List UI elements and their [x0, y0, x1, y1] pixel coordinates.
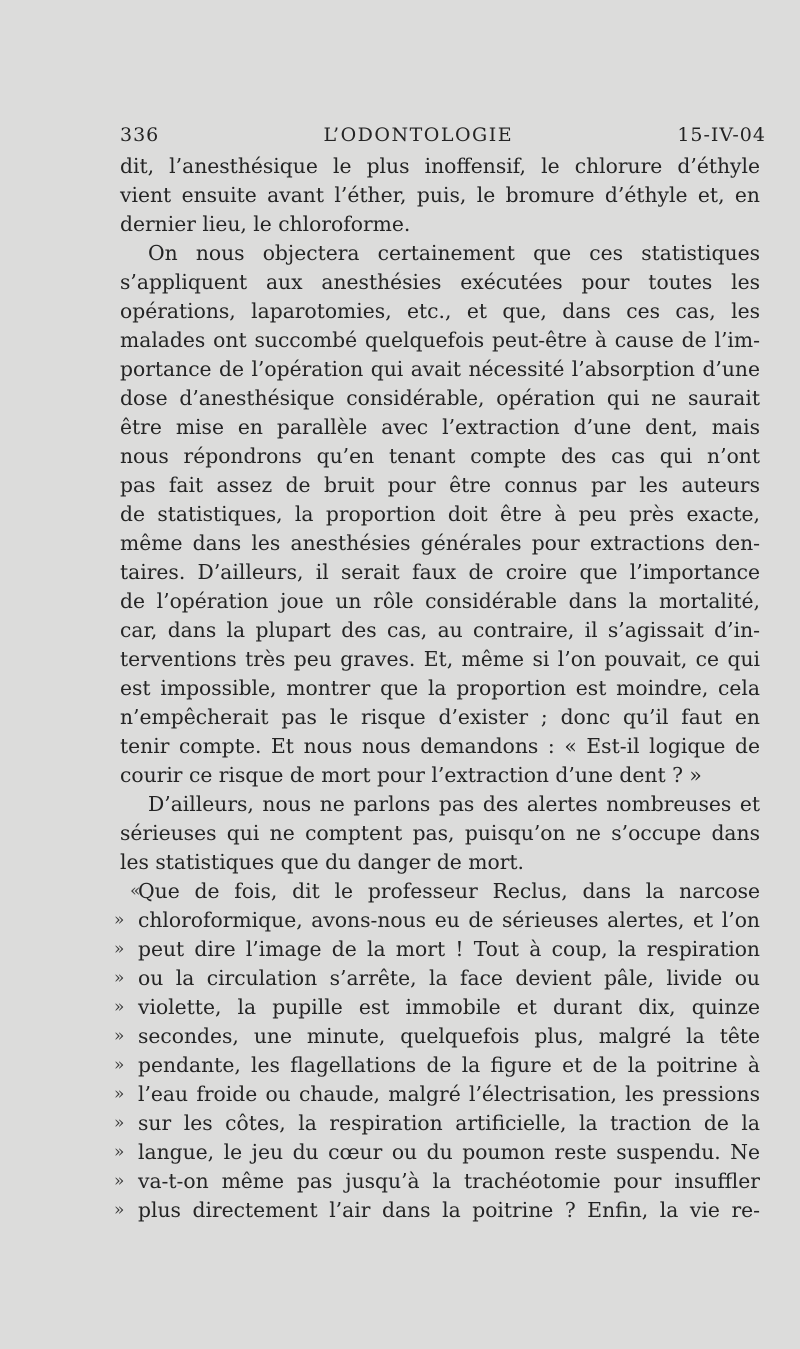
quotation-block: [114, 877, 760, 1225]
quote-continuation-mark: »: [114, 997, 125, 1017]
quote-line: [114, 1022, 760, 1051]
journal-title: L’ODONTOLOGIE: [323, 124, 514, 146]
quote-line: [114, 1109, 760, 1138]
page-number: 336: [120, 124, 160, 146]
quote-line: [114, 906, 760, 935]
text-line: courir ce risque de mort pour l’extraction d’une dent ? »: [120, 763, 702, 787]
quote-continuation-mark: »: [114, 1026, 125, 1046]
text-line: dose d’anesthésique considérable, opération qui ne saurait: [120, 386, 760, 410]
quote-text: sur les côtes, la respiration artificielle, la traction de la: [138, 1111, 760, 1135]
text-line: s’appliquent aux anesthésies exécutées pour toutes les: [120, 270, 760, 294]
text-line: vient ensuite avant l’éther, puis, le bromure d’éthyle et, en: [120, 183, 760, 207]
text-line: de statistiques, la proportion doit être à peu près exacte,: [120, 502, 760, 526]
quote-line: [114, 1051, 760, 1080]
quote-line: [114, 1138, 760, 1167]
paragraph-1: [120, 152, 760, 239]
quote-line: [114, 935, 760, 964]
quote-line: [114, 1080, 760, 1109]
quote-continuation-mark: »: [114, 1055, 125, 1075]
quote-continuation-mark: »: [114, 1171, 125, 1191]
quote-open-mark: «: [130, 881, 141, 901]
quote-continuation-mark: »: [114, 939, 125, 959]
text-line: D’ailleurs, nous ne parlons pas des alertes nombreuses et: [148, 792, 760, 816]
text-line: les statistiques que du danger de mort.: [120, 850, 524, 874]
text-line: dit, l’anesthésique le plus inoffensif, le chlorure d’éthyle: [120, 154, 760, 178]
quote-text: ou la circulation s’arrête, la face devient pâle, livide ou: [138, 966, 760, 990]
quote-continuation-mark: »: [114, 910, 125, 930]
quote-line: [114, 1167, 760, 1196]
page-body: [114, 152, 760, 1225]
quote-text: Que de fois, dit le professeur Reclus, dans la narcose: [138, 879, 760, 903]
quote-text: langue, le jeu du cœur ou du poumon reste suspendu. Ne: [138, 1140, 760, 1164]
paragraph-3: [120, 790, 760, 877]
quote-line: [114, 1196, 760, 1225]
quote-text: peut dire l’image de la mort ! Tout à coup, la respiration: [138, 937, 760, 961]
text-line: est impossible, montrer que la proportion est moindre, cela: [120, 676, 760, 700]
running-header: [120, 124, 766, 154]
quote-continuation-mark: »: [114, 968, 125, 988]
text-line: même dans les anesthésies générales pour extractions den-: [120, 531, 760, 555]
quote-line: [120, 877, 760, 906]
quote-line: [114, 993, 760, 1022]
text-line: On nous objectera certainement que ces statistiques: [148, 241, 760, 265]
quote-text: pendante, les flagellations de la figure et de la poitrine à: [138, 1053, 760, 1077]
text-line: car, dans la plupart des cas, au contraire, il s’agissait d’in-: [120, 618, 760, 642]
quote-text: violette, la pupille est immobile et durant dix, quinze: [138, 995, 760, 1019]
quote-continuation-mark: »: [114, 1084, 125, 1104]
quote-continuation-mark: »: [114, 1200, 125, 1220]
quote-text: l’eau froide ou chaude, malgré l’électrisation, les pressions: [138, 1082, 760, 1106]
issue-date: 15-IV-04: [677, 124, 766, 146]
text-line: être mise en parallèle avec l’extraction d’une dent, mais: [120, 415, 760, 439]
quote-text: chloroformique, avons-nous eu de sérieuses alertes, et l’on: [138, 908, 760, 932]
quote-text: plus directement l’air dans la poitrine ? Enfin, la vie re-: [138, 1198, 760, 1222]
text-line: opérations, laparotomies, etc., et que, dans ces cas, les: [120, 299, 760, 323]
text-line: taires. D’ailleurs, il serait faux de croire que l’importance: [120, 560, 760, 584]
text-line: portance de l’opération qui avait nécessité l’absorption d’une: [120, 357, 760, 381]
quote-text: va-t-on même pas jusqu’à la trachéotomie pour insuffler: [138, 1169, 760, 1193]
quote-line: [114, 964, 760, 993]
text-line: n’empêcherait pas le risque d’exister ; donc qu’il faut en: [120, 705, 760, 729]
quote-continuation-mark: »: [114, 1113, 125, 1133]
text-line: de l’opération joue un rôle considérable dans la mortalité,: [120, 589, 760, 613]
text-line: sérieuses qui ne comptent pas, puisqu’on ne s’occupe dans: [120, 821, 760, 845]
paragraph-2: [120, 239, 760, 790]
text-line: pas fait assez de bruit pour être connus par les auteurs: [120, 473, 760, 497]
text-line: terventions très peu graves. Et, même si l’on pouvait, ce qui: [120, 647, 760, 671]
text-line: malades ont succombé quelquefois peut-être à cause de l’im-: [120, 328, 760, 352]
quote-text: secondes, une minute, quelquefois plus, malgré la tête: [138, 1024, 760, 1048]
text-line: dernier lieu, le chloroforme.: [120, 212, 411, 236]
text-line: tenir compte. Et nous nous demandons : « Est-il logique de: [120, 734, 760, 758]
text-line: nous répondrons qu’en tenant compte des cas qui n’ont: [120, 444, 760, 468]
quote-continuation-mark: »: [114, 1142, 125, 1162]
